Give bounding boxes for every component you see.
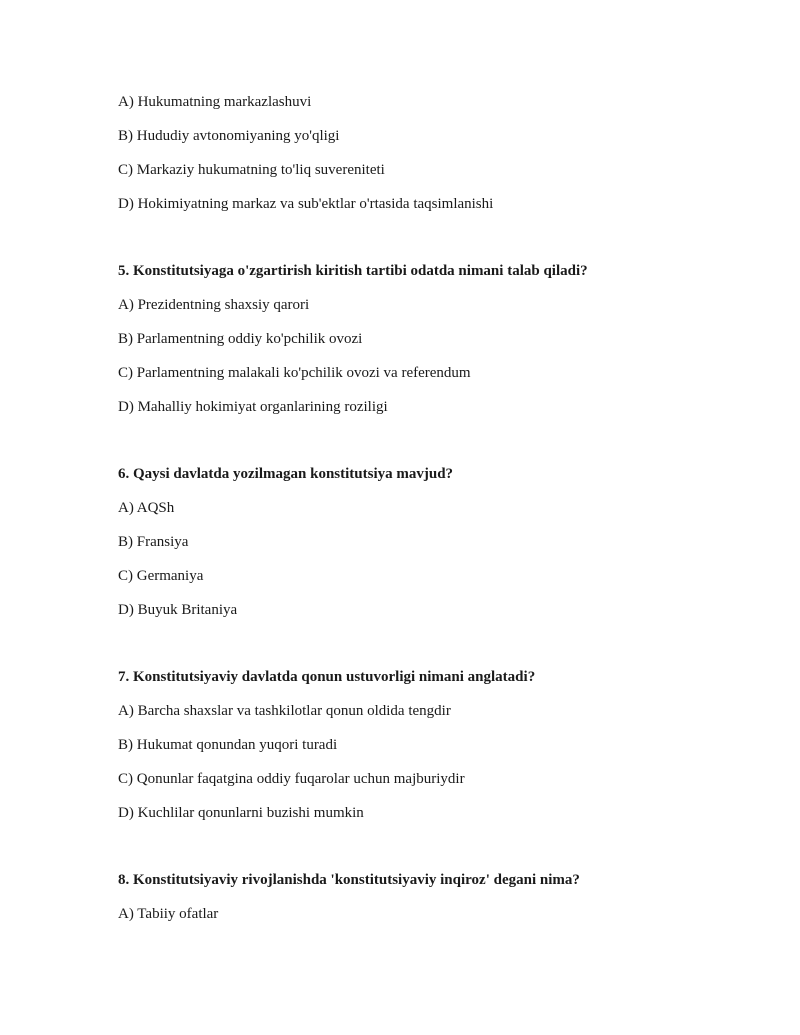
document-page bbox=[118, 92, 758, 938]
option-b: B) Hukumat qonundan yuqori turadi bbox=[118, 737, 338, 753]
spacer bbox=[118, 431, 758, 464]
intro-options bbox=[118, 92, 758, 214]
option-d: D) Hokimiyatning markaz va sub'ektlar o'rtasida taqsimlanishi bbox=[118, 196, 494, 212]
option-b: B) Parlamentning oddiy ko'pchilik ovozi bbox=[118, 331, 363, 347]
option-a: A) AQSh bbox=[118, 500, 175, 516]
spacer bbox=[118, 228, 758, 261]
option-c: C) Germaniya bbox=[118, 568, 204, 584]
option-b: B) Fransiya bbox=[118, 534, 189, 550]
question-text: 6. Qaysi davlatda yozilmagan konstitutsiya mavjud? bbox=[118, 466, 454, 482]
option-a: A) Prezidentning shaxsiy qarori bbox=[118, 297, 310, 313]
question-text: 7. Konstitutsiyaviy davlatda qonun ustuvorligi nimani anglatadi? bbox=[118, 669, 536, 685]
option-d: D) Kuchlilar qonunlarni buzishi mumkin bbox=[118, 805, 364, 821]
option-a: A) Hukumatning markazlashuvi bbox=[118, 94, 312, 110]
option-d: D) Mahalliy hokimiyat organlarining roziligi bbox=[118, 399, 388, 415]
option-c: C) Qonunlar faqatgina oddiy fuqarolar uchun majburiydir bbox=[118, 771, 465, 787]
spacer bbox=[118, 634, 758, 667]
option-a: A) Tabiiy ofatlar bbox=[118, 906, 219, 922]
question-5 bbox=[118, 261, 758, 417]
option-a: A) Barcha shaxslar va tashkilotlar qonun oldida tengdir bbox=[118, 703, 451, 719]
option-d: D) Buyuk Britaniya bbox=[118, 602, 238, 618]
option-c: C) Parlamentning malakali ko'pchilik ovozi va referendum bbox=[118, 365, 471, 381]
option-c: C) Markaziy hukumatning to'liq suvereniteti bbox=[118, 162, 385, 178]
question-text: 8. Konstitutsiyaviy rivojlanishda 'konstitutsiyaviy inqiroz' degani nima? bbox=[118, 872, 580, 888]
question-8 bbox=[118, 870, 758, 924]
option-b: B) Hududiy avtonomiyaning yo'qligi bbox=[118, 128, 340, 144]
spacer bbox=[118, 837, 758, 870]
question-6 bbox=[118, 464, 758, 620]
question-7 bbox=[118, 667, 758, 823]
question-text: 5. Konstitutsiyaga o'zgartirish kiritish tartibi odatda nimani talab qiladi? bbox=[118, 263, 588, 279]
